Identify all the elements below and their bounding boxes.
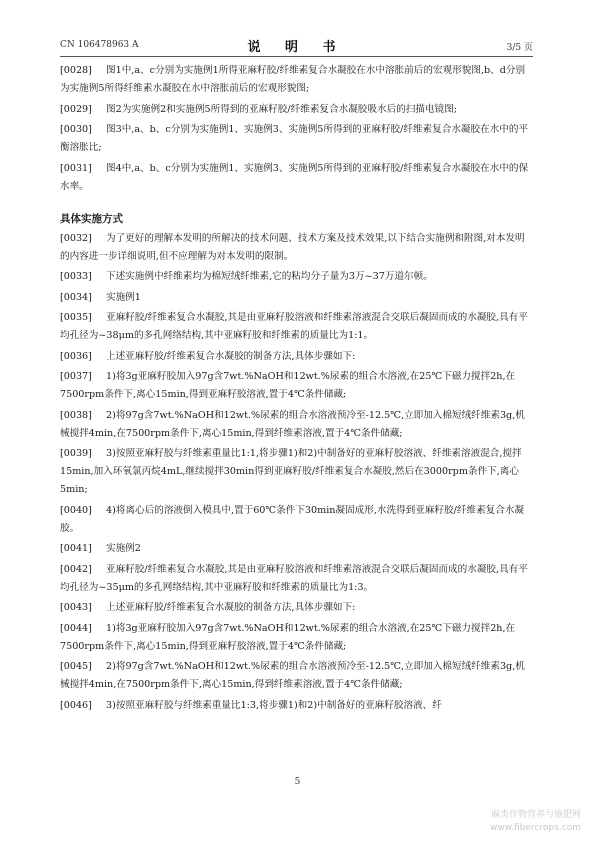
paragraph-text: 2)将97g含7wt.%NaOH和12wt.%尿素的组合水溶液预冷至-12.5℃,立即加入棉短绒纤维素3g,机械搅拌4min,在7500rpm条件下,离心15min,得到纤维素溶液,置于4℃条件储藏; — [60, 409, 525, 439]
paragraph-text: 图3中,a、b、c分别为实施例1、实施例3、实施例5所得到的亚麻籽胶/纤维素复合水凝胶在水中的平衡溶胀比; — [60, 124, 529, 153]
paragraph — [60, 289, 533, 307]
paragraph-number: [0043] — [60, 602, 92, 613]
watermark-url: www.fibercrops.com — [490, 823, 581, 833]
paragraph-text: 3)按照亚麻籽胶与纤维素重量比1:3,将步骤1)和2)中制备好的亚麻籽胶溶液、纤 — [106, 699, 442, 711]
embodiment-paragraphs — [60, 230, 533, 715]
paragraph-number: [0035] — [60, 312, 92, 323]
publication-number: CN 106478963 A — [60, 40, 139, 50]
page-info: 3/5 页 — [506, 43, 533, 53]
paragraph-number: [0040] — [60, 504, 92, 516]
paragraph-number: [0034] — [60, 291, 92, 303]
paragraph — [60, 502, 533, 538]
page-number: 5 — [294, 777, 301, 787]
paragraph-number: [0041] — [60, 543, 92, 554]
paragraph-number: [0045] — [60, 661, 92, 672]
paragraph-number: [0046] — [60, 699, 92, 711]
paragraph-text: 图4中,a、b、c分别为实施例1、实施例3、实施例5所得到的亚麻籽胶/纤维素复合水凝胶在水中的保水率。 — [60, 162, 529, 192]
section-heading: 具体实施方式 — [60, 212, 123, 225]
paragraph — [60, 561, 533, 597]
paragraph — [60, 268, 533, 286]
paragraph — [60, 101, 533, 119]
page-header — [60, 36, 533, 54]
paragraph-number: [0029] — [60, 103, 92, 115]
paragraph-number: [0030] — [60, 124, 92, 135]
header-rule — [60, 56, 533, 57]
paragraph — [60, 697, 533, 715]
paragraph-text: 上述亚麻籽胶/纤维素复合水凝胶的制备方法,具体步骤如下: — [106, 350, 356, 362]
paragraph — [60, 445, 533, 499]
paragraph — [60, 309, 533, 345]
paragraph — [60, 160, 533, 196]
paragraph-text: 下述实施例中纤维素均为棉短绒纤维素,它的粘均分子量为3万~37万道尔顿。 — [106, 271, 433, 282]
watermark — [490, 809, 581, 835]
paragraph-number: [0042] — [60, 563, 92, 575]
paragraph — [60, 121, 533, 157]
paragraph — [60, 230, 533, 266]
paragraph — [60, 368, 533, 404]
paragraph-text: 实施例2 — [106, 543, 141, 554]
paragraph — [60, 348, 533, 366]
paragraph — [60, 620, 533, 656]
paragraph — [60, 407, 533, 443]
paragraph-text: 4)将离心后的溶液倒入模具中,置于60℃条件下30min凝固成形,水洗得到亚麻籽胶/纤维素复合水凝胶。 — [60, 504, 525, 534]
paragraph — [60, 62, 533, 98]
paragraph-number: [0031] — [60, 162, 92, 174]
paragraph-number: [0032] — [60, 232, 92, 244]
paragraph-number: [0038] — [60, 409, 92, 421]
paragraph-text: 3)按照亚麻籽胶与纤维素重量比1:1,将步骤1)和2)中制备好的亚麻籽胶溶液、纤维素溶液混合,搅拌15min,加入环氧氯丙烷4mL,继续搅拌30min得到亚麻籽胶/纤维素复合水凝胶,然后在3000rpm条件下,离心5min; — [60, 448, 522, 495]
paragraph-text: 图2为实施例2和实施例5所得到的亚麻籽胶/纤维素复合水凝胶吸水后的扫描电镜图; — [106, 103, 457, 115]
paragraph — [60, 599, 533, 617]
paragraph-number: [0033] — [60, 271, 92, 282]
paragraph-text: 图1中,a、c分别为实施例1所得亚麻籽胶/纤维素复合水凝胶在水中溶胀前后的宏观形貌图,b、d分别为实施例5所得纤维素水凝胶在水中溶胀前后的宏观形貌图; — [60, 65, 526, 94]
paragraph-text: 1)将3g亚麻籽胶加入97g含7wt.%NaOH和12wt.%尿素的组合水溶液,在25℃下磁力搅拌2h,在7500rpm条件下,离心15min,得到亚麻籽胶溶液,置于4℃条件储藏; — [60, 371, 516, 400]
paragraph-text: 实施例1 — [106, 291, 141, 303]
paragraph-text: 为了更好的理解本发明的所解决的技术问题、技术方案及技术效果,以下结合实施例和附图,对本发明的内容进一步详细说明,但不应理解为对本发明的限制。 — [60, 232, 525, 262]
paragraph-text: 亚麻籽胶/纤维素复合水凝胶,其是由亚麻籽胶溶液和纤维素溶液混合交联后凝固而成的水凝胶,具有平均孔径为~35μm的多孔网络结构,其中亚麻籽胶和纤维素的质量比为1:3。 — [60, 563, 528, 593]
document-body — [60, 62, 533, 717]
paragraph — [60, 658, 533, 694]
paragraph — [60, 540, 533, 558]
document-title: 说 明 书 — [247, 40, 346, 55]
figure-descriptions — [60, 62, 533, 196]
paragraph-number: [0044] — [60, 622, 92, 634]
paragraph-number: [0028] — [60, 65, 92, 76]
paragraph-text: 上述亚麻籽胶/纤维素复合水凝胶的制备方法,具体步骤如下: — [106, 602, 356, 613]
paragraph-number: [0039] — [60, 448, 92, 459]
paragraph-number: [0037] — [60, 371, 92, 382]
watermark-title: 麻类作物营养与施肥网 — [490, 810, 581, 820]
paragraph-text: 1)将3g亚麻籽胶加入97g含7wt.%NaOH和12wt.%尿素的组合水溶液,在25℃下磁力搅拌2h,在7500rpm条件下,离心15min,得到亚麻籽胶溶液,置于4℃条件储藏; — [60, 622, 516, 652]
paragraph-text: 2)将97g含7wt.%NaOH和12wt.%尿素的组合水溶液预冷至-12.5℃,立即加入棉短绒纤维素3g,机械搅拌4min,在7500rpm条件下,离心15min,得到纤维素溶液,置于4℃条件储藏; — [60, 661, 525, 690]
paragraph-number: [0036] — [60, 350, 92, 362]
paragraph-text: 亚麻籽胶/纤维素复合水凝胶,其是由亚麻籽胶溶液和纤维素溶液混合交联后凝固而成的水凝胶,具有平均孔径为~38μm的多孔网络结构,其中亚麻籽胶和纤维素的质量比为1:1。 — [60, 312, 528, 341]
